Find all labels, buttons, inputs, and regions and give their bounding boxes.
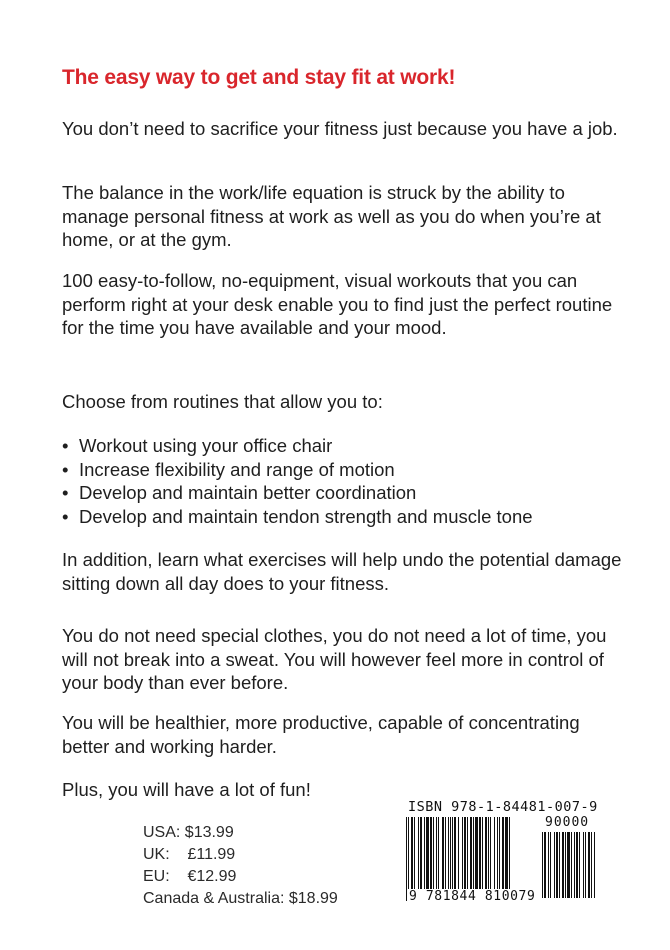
barcode-bar [576,832,578,898]
barcode-bar [544,832,546,898]
barcode-bar [567,832,570,898]
price-usa: USA: $13.99 [143,824,234,841]
paragraph-workouts: 100 easy-to-follow, no-equipment, visual workouts that you can perform right at your desk enable you to find just the perfect routine for the time you have available and your mood. [62,270,613,338]
barcode-bar [574,832,575,898]
price-eu: EU: €12.99 [143,868,237,885]
paragraph-fun: Plus, you will have a lot of fun! [62,779,311,800]
routine-list [62,434,533,528]
list-item [62,458,533,482]
barcode-bar [559,832,560,898]
barcode-bar [562,832,564,898]
barcode-bar [565,832,566,898]
barcode-bar [550,832,551,898]
bullet-icon: • [62,458,69,480]
bullet-icon: • [62,482,69,503]
barcode-bar [548,832,549,898]
list-item-text: Develop and maintain better coordination [79,482,417,503]
barcode-digits: 9 781844 810079 [409,889,536,904]
list-item [62,505,533,529]
list-item-text: Increase flexibility and range of motion [79,458,395,480]
barcode-bar [591,832,592,898]
price-uk: UK: £11.99 [143,846,236,863]
bullet-icon: • [62,505,69,527]
barcode-bar [556,832,558,898]
list-item-text: Workout using your office chair [79,435,333,456]
barcode-bar [588,832,590,898]
paragraph-addition: In addition, learn what exercises will help undo the potential damage sitting down all day does to your fitness. [62,549,622,594]
paragraph-choose: Choose from routines that allow you to: [62,391,383,412]
barcode-bar [554,832,555,898]
barcode-bar [542,832,543,898]
paragraph-healthier: You will be healthier, more productive, capable of concentrating better and working harder. [62,712,580,757]
isbn-label: ISBN 978-1-84481-007-9 [408,799,598,815]
list-item-text: Develop and maintain tendon strength and muscle tone [79,505,533,527]
paragraph-clothes: You do not need special clothes, you do not need a lot of time, you will not break into a sweat. You will however feel more in control of your body than ever before. [62,625,607,693]
barcode-bar [585,832,586,898]
bullet-icon: • [62,435,69,456]
list-item [62,434,533,458]
paragraph-intro: You don’t need to sacrifice your fitness just because you have a job. [62,118,618,139]
price-list [143,822,338,910]
cover-headline: The easy way to get and stay fit at work! [62,66,456,89]
list-item [62,481,533,505]
paragraph-balance: The balance in the work/life equation is struck by the ability to manage personal fitness at work as well as you do when you’re at home, or at the gym. [62,182,601,250]
isbn-addon-digits: 90000 [545,815,590,830]
barcode-bar [571,832,572,898]
barcode-bar [406,817,407,901]
barcode-bar [594,832,595,898]
isbn-addon-barcode [541,832,635,898]
price-canada-australia: Canada & Australia: $18.99 [143,890,338,907]
barcode-bar [583,832,584,898]
barcode-bar [579,832,580,898]
